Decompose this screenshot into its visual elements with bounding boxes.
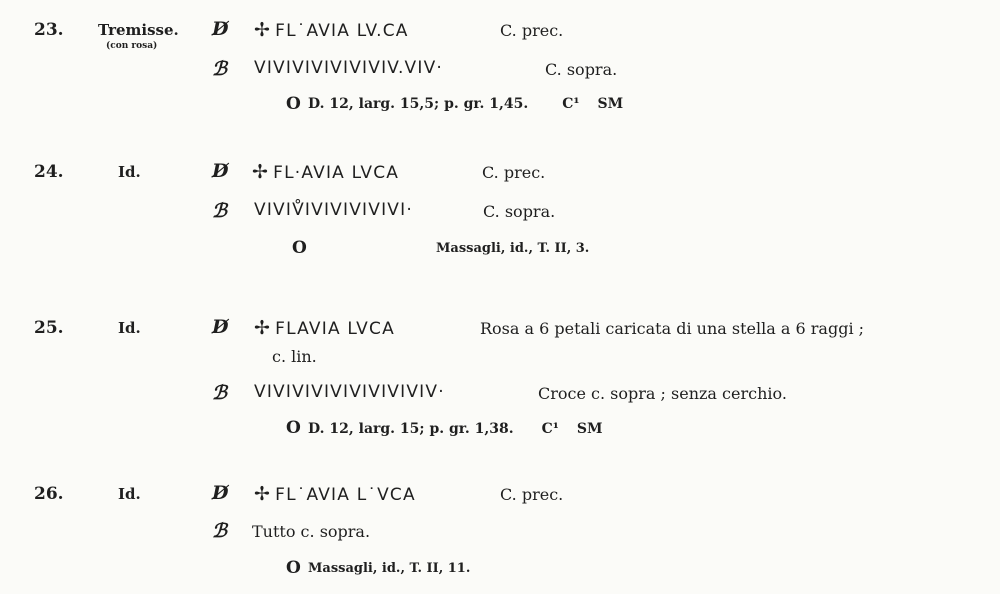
reference: Massagli, id., T. II, 11. — [308, 561, 471, 576]
obverse-legend: ✢ FL˙AVIA L˙VCA — [254, 483, 416, 505]
cross-icon: ✢ — [254, 317, 272, 339]
obverse-description: C. prec. — [500, 485, 564, 504]
denomination-note: (con rosa) — [106, 41, 158, 51]
obverse-mark: D̸ — [212, 482, 229, 504]
denomination: Tremisse. — [98, 21, 179, 39]
coin-details: D. 12, larg. 15,5; p. gr. 1,45. C¹ SM — [308, 96, 624, 112]
obverse-description: C. prec. — [500, 21, 564, 40]
obverse-legend: ✢ FLAVIA LVCA — [254, 317, 395, 339]
metal-mark: O — [286, 94, 301, 114]
metal-mark: O — [286, 418, 301, 438]
obverse-mark: D̸ — [212, 316, 229, 338]
reverse-legend: VIVIV̊IVIVIVIVIVI· — [254, 200, 413, 220]
obverse-mark: D̸ — [212, 18, 229, 40]
reverse-legend: VIVIVIVIVIVIVIV.VIV· — [254, 58, 444, 78]
denomination: Id. — [118, 485, 141, 503]
reverse-mark: ℬ — [212, 520, 227, 542]
cross-icon: ✢ — [254, 19, 272, 41]
denomination: Id. — [118, 319, 141, 337]
reverse-mark: ℬ — [212, 200, 227, 222]
reverse-description: C. sopra. — [545, 60, 618, 79]
obverse-description-continued: c. lin. — [272, 347, 317, 366]
reverse-description: Croce c. sopra ; senza cerchio. — [538, 384, 787, 403]
metal-mark: O — [286, 558, 301, 578]
obverse-legend: ✢ FL·AVIA LVCA — [252, 161, 400, 183]
cross-icon: ✢ — [252, 161, 270, 183]
cross-icon: ✢ — [254, 483, 272, 505]
entry-number: 26. — [34, 484, 64, 504]
entry-number: 23. — [34, 20, 64, 40]
reference: Massagli, id., T. II, 3. — [436, 241, 590, 256]
coin-details: D. 12, larg. 15; p. gr. 1,38. C¹ SM — [308, 421, 603, 437]
reverse-mark: ℬ — [212, 58, 227, 80]
entry-number: 24. — [34, 162, 64, 182]
obverse-description: C. prec. — [482, 163, 546, 182]
reverse-legend: VIVIVIVIVIVIVIVIVIV· — [254, 382, 445, 402]
metal-mark: O — [292, 238, 307, 258]
denomination: Id. — [118, 163, 141, 181]
reverse-description: C. sopra. — [483, 202, 556, 221]
entry-number: 25. — [34, 318, 64, 338]
reverse-description: Tutto c. sopra. — [252, 522, 371, 541]
obverse-legend: ✢ FL˙AVIA LV.CA — [254, 19, 409, 41]
obverse-mark: D̸ — [212, 160, 229, 182]
obverse-description: Rosa a 6 petali caricata di una stella a 6 raggi ; — [480, 319, 865, 338]
reverse-mark: ℬ — [212, 382, 227, 404]
